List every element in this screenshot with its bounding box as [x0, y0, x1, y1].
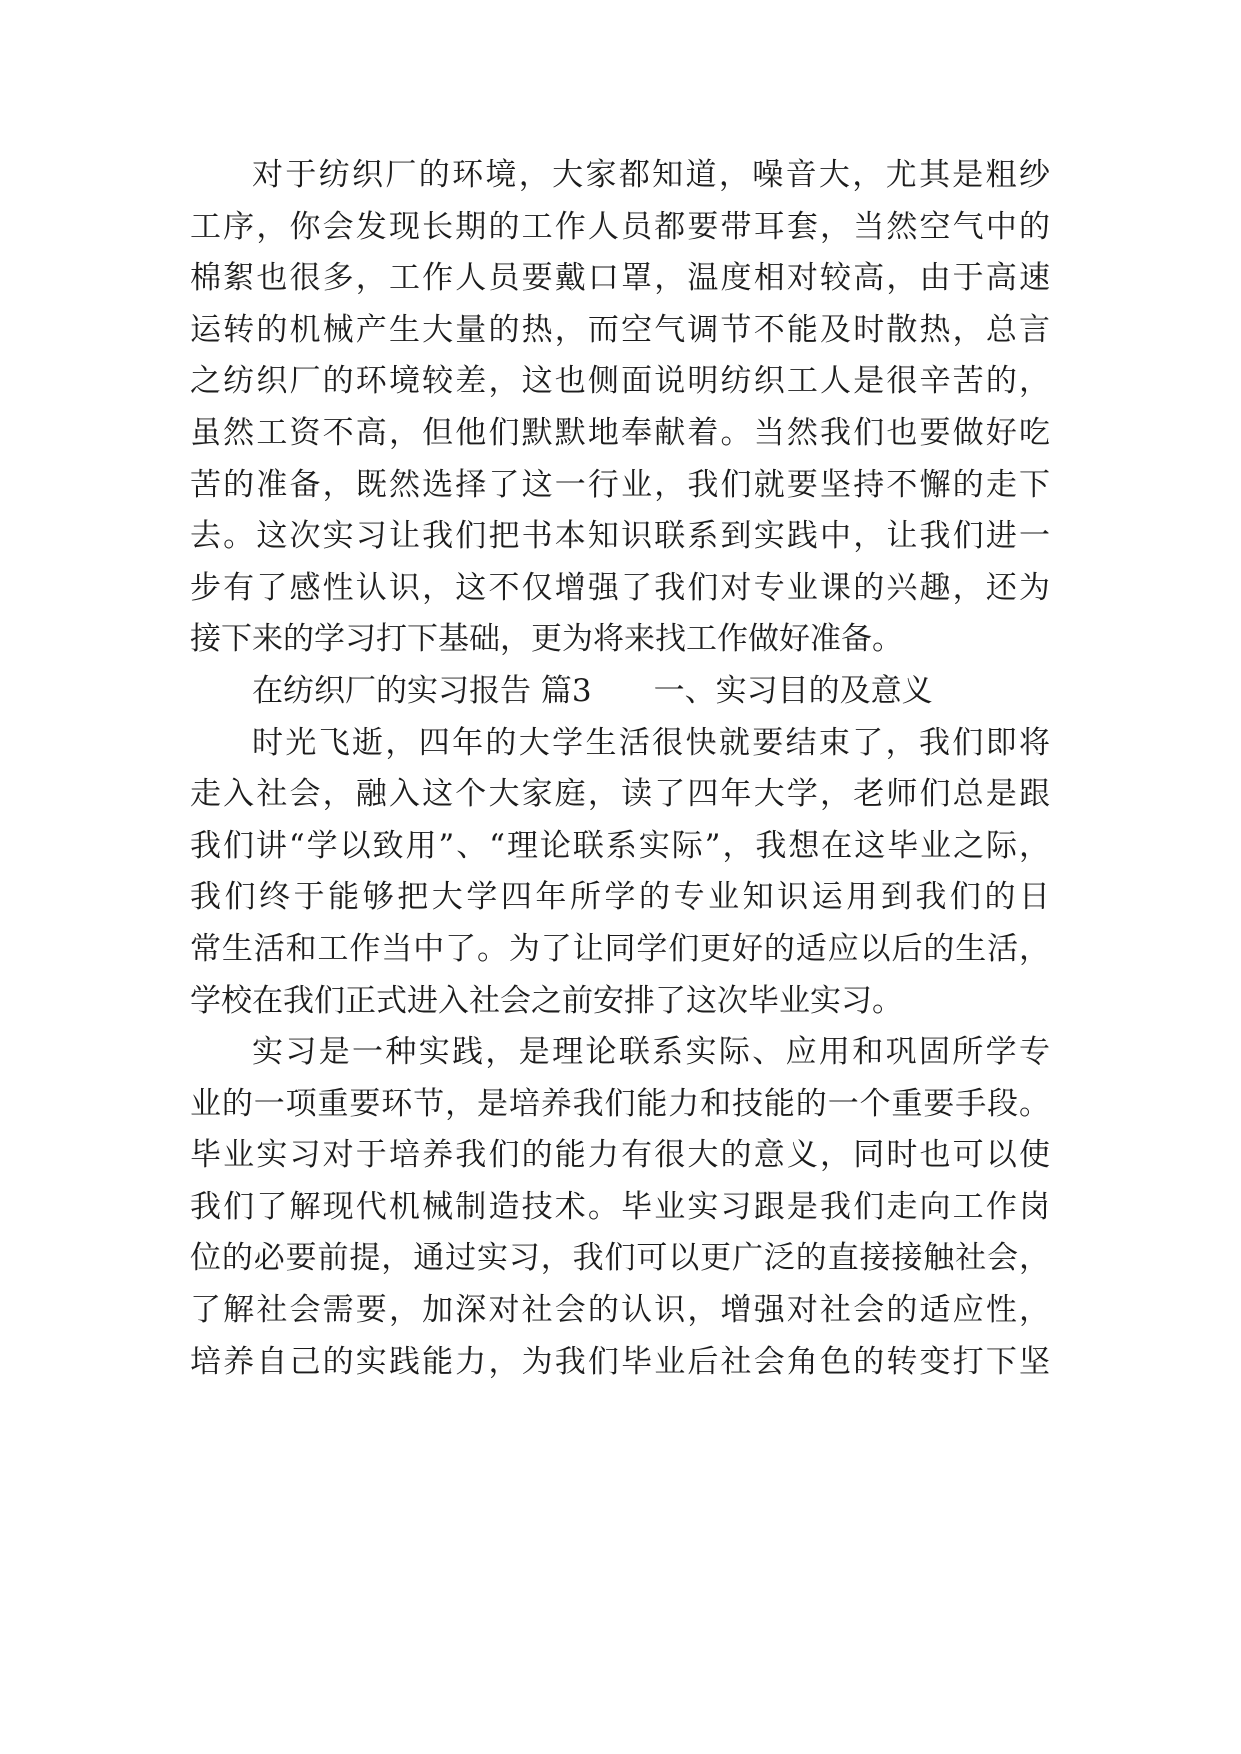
paragraph-3-line: 业的一项重要环节，是培养我们能力和技能的一个重要手段。 [190, 1085, 1050, 1122]
paragraph-2-line: 学校在我们正式进入社会之前安排了这次毕业实习。 [190, 982, 903, 1019]
paragraph-1-line: 步有了感性认识，这不仅增强了我们对专业课的兴趣，还为 [190, 569, 1050, 606]
paragraph-1-line: 虽然工资不高，但他们默默地奉献着。当然我们也要做好吃 [190, 414, 1050, 451]
paragraph-2-line: 走入社会，融入这个大家庭，读了四年大学，老师们总是跟 [190, 776, 1050, 813]
paragraph-3-line: 位的必要前提，通过实习，我们可以更广泛的直接接触社会， [190, 1240, 1050, 1277]
paragraph-3-line: 了解社会需要，加深对社会的认识，增强对社会的适应性， [190, 1292, 1050, 1329]
document-body [190, 150, 1050, 1388]
section-title: 一、实习目的及意义 [653, 672, 933, 709]
paragraph-1-line: 接下来的学习打下基础，更为将来找工作做好准备。 [190, 621, 903, 658]
paragraph-1-line: 运转的机械产生大量的热，而空气调节不能及时散热，总言 [190, 311, 1050, 348]
paragraph-3-line: 培养自己的实践能力，为我们毕业后社会角色的转变打下坚 [190, 1343, 1050, 1380]
paragraph-1-line: 棉絮也很多，工作人员要戴口罩，温度相对较高，由于高速 [190, 260, 1050, 297]
paragraph-2-line: 我们终于能够把大学四年所学的专业知识运用到我们的日 [190, 879, 1050, 916]
paragraph-1-line: 去。这次实习让我们把书本知识联系到实践中，让我们进一 [190, 518, 1050, 555]
paragraph-2-line: 时光飞逝，四年的大学生活很快就要结束了，我们即将 [252, 724, 1050, 761]
paragraph-1-line: 工序，你会发现长期的工作人员都要带耳套，当然空气中的 [190, 208, 1050, 245]
paragraph-3-line: 实习是一种实践，是理论联系实际、应用和巩固所学专 [252, 1034, 1050, 1071]
paragraph-3-line: 我们了解现代机械制造技术。毕业实习跟是我们走向工作岗 [190, 1188, 1050, 1225]
report-title: 在纺织厂的实习报告 篇3 [252, 672, 592, 709]
paragraph-1-line: 苦的准备，既然选择了这一行业，我们就要坚持不懈的走下 [190, 466, 1050, 503]
paragraph-3-line: 毕业实习对于培养我们的能力有很大的意义，同时也可以使 [190, 1137, 1050, 1174]
paragraph-2-line: 常生活和工作当中了。为了让同学们更好的适应以后的生活， [190, 930, 1050, 967]
paragraph-2-line: 我们讲“学以致用”、“理论联系实际”，我想在这毕业之际， [190, 827, 1050, 864]
paragraph-1-line: 之纺织厂的环境较差，这也侧面说明纺织工人是很辛苦的， [190, 363, 1050, 400]
report-heading [190, 666, 1050, 718]
paragraph-1-line: 对于纺织厂的环境，大家都知道，噪音大，尤其是粗纱 [252, 157, 1050, 193]
